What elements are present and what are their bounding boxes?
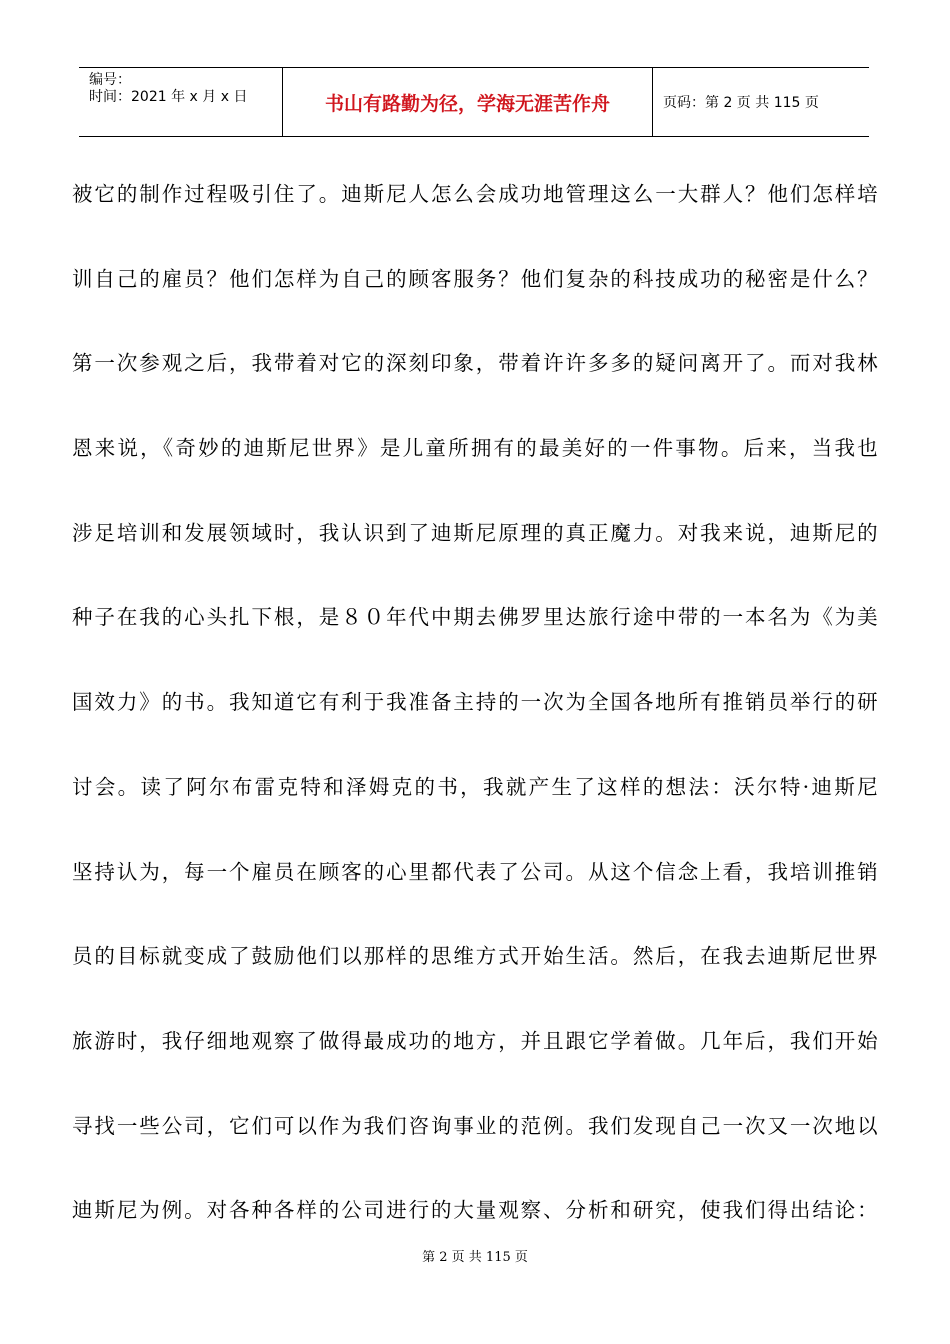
document-body (72, 168, 878, 1269)
body-line: 讨会。读了阿尔布雷克特和泽姆克的书，我就产生了这样的想法：沃尔特·迪斯尼 (72, 774, 878, 799)
body-line: 训自己的雇员？他们怎样为自己的顾客服务？他们复杂的科技成功的秘密是什么？ (72, 266, 878, 291)
body-line: 第一次参观之后，我带着对它的深刻印象，带着许许多多的疑问离开了。而对我林 (72, 351, 878, 376)
body-line: 坚持认为，每一个雇员在顾客的心里都代表了公司。从这个信念上看，我培训推销 (72, 859, 878, 884)
number-label: 编号： (89, 72, 131, 88)
body-line: 旅游时，我仔细地观察了做得最成功的地方，并且跟它学着做。几年后，我们开始 (72, 1028, 878, 1053)
body-line: 种子在我的心头扎下根，是８０年代中期去佛罗里达旅行途中带的一本名为《为美 (72, 605, 878, 630)
body-line: 员的目标就变成了鼓励他们以那样的思维方式开始生活。然后，在我去迪斯尼世界 (72, 944, 878, 969)
page-footer: 第 2 页 共 115 页 (422, 1250, 528, 1265)
page-header (79, 67, 869, 137)
body-line: 迪斯尼为例。对各种各样的公司进行的大量观察、分析和研究，使我们得出结论： (72, 1198, 878, 1223)
body-line: 涉足培训和发展领域时，我认识到了迪斯尼原理的真正魔力。对我来说，迪斯尼的 (72, 520, 878, 545)
header-meta (79, 68, 283, 136)
body-line: 恩来说，《奇妙的迪斯尼世界》是儿童所拥有的最美好的一件事物。后来，当我也 (72, 436, 878, 461)
header-page-info: 页码：第 2 页 共 115 页 (663, 95, 819, 111)
body-line: 寻找一些公司，它们可以作为我们咨询事业的范例。我们发现自己一次又一次地以 (72, 1113, 878, 1138)
time-label: 时间：2021 年 x 月 x 日 (89, 89, 248, 105)
body-line: 被它的制作过程吸引住了。迪斯尼人怎么会成功地管理这么一大群人？他们怎样培 (72, 182, 878, 206)
body-line: 国效力》的书。我知道它有利于我准备主持的一次为全国各地所有推销员举行的研 (72, 690, 878, 715)
header-motto: 书山有路勤为径，学海无涯苦作舟 (283, 68, 653, 136)
